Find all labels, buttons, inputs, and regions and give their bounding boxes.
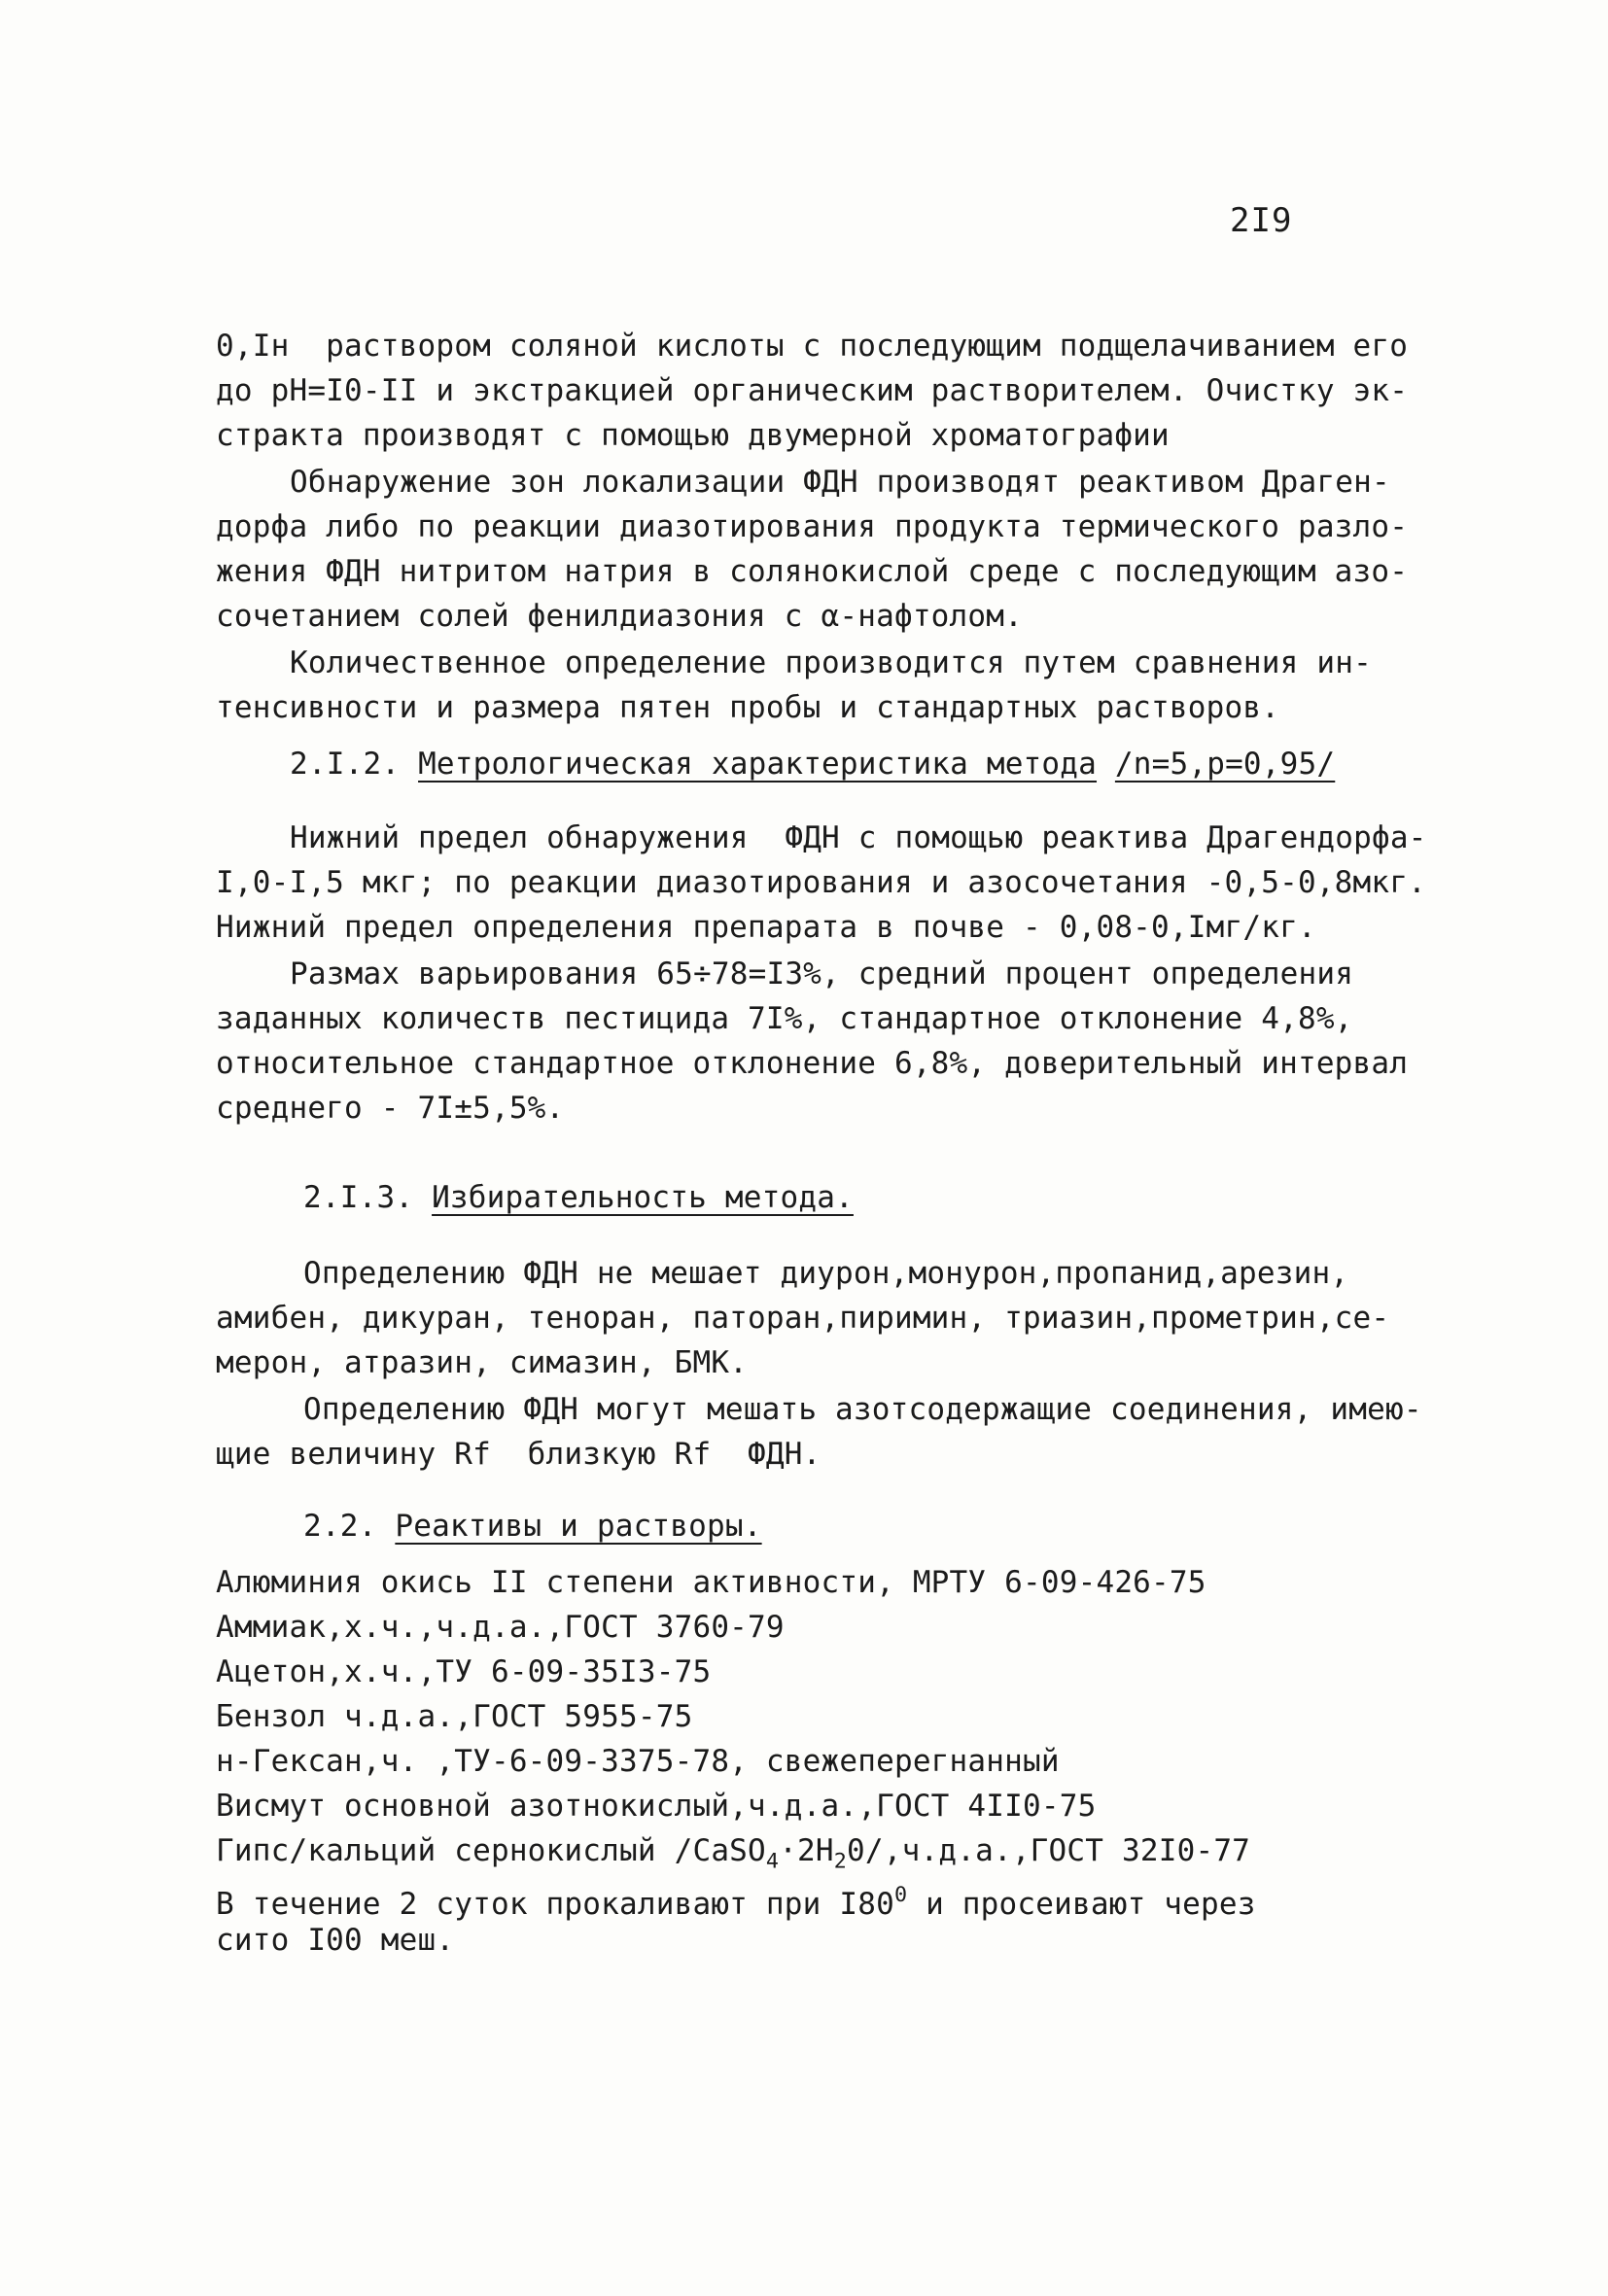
paragraph-line: Определению ФДН не мешает диурон,монурон,пропанид,арезин, [303,1256,1349,1291]
page-number: 2I9 [1230,201,1293,240]
gypsum-text: Гипс/кальций сернокислый /CaSO [216,1833,766,1868]
paragraph-line: сочетанием солей фенилдиазония с α-нафтолом. [216,599,1023,634]
paragraph-line: до pH=I0-II и экстракцией органическим растворителем. Очистку эк- [216,373,1409,408]
paragraph-line: Нижний предел определения препарата в почве - 0,08-0,Iмг/кг. [216,910,1316,945]
reagent-item: Ацетон,х.ч.,ТУ 6-09-35I3-75 [216,1654,712,1689]
paragraph-line: Нижний предел обнаружения ФДН с помощью реактива Драгендорфа- [290,820,1427,855]
paragraph-line: стракта производят с помощью двумерной хроматографии [216,418,1170,453]
section-heading-2-1-2 [290,743,1335,785]
paragraph-line: заданных количеств пестицида 7I%, стандартное отклонение 4,8%, [216,1001,1353,1036]
section-title: Избирательность метода. [432,1180,854,1215]
reagent-item: Алюминия окись II степени активности, МРТУ 6-09-426-75 [216,1565,1206,1600]
subscript: 4 [765,1849,780,1874]
calcination-text: В течение 2 суток прокаливают при I80 [216,1887,894,1923]
section-number: 2.I.3. [303,1180,414,1215]
reagent-item: Аммиак,х.ч.,ч.д.а.,ГОСТ 3760-79 [216,1610,785,1645]
paragraph-line: Количественное определение производится путем сравнения ин- [290,645,1372,680]
gypsum-text: 0/,ч.д.а.,ГОСТ 32I0-77 [847,1833,1251,1868]
paragraph-line: амибен, дикуран, теноран, паторан,пиримин, триазин,прометрин,се- [216,1301,1390,1336]
reagent-item: Бензол ч.д.а.,ГОСТ 5955-75 [216,1699,693,1734]
reagent-item: Висмут основной азотнокислый,ч.д.а.,ГОСТ 4II0-75 [216,1789,1097,1824]
gypsum-text: ·2H [779,1833,834,1868]
section-heading-2-1-3 [303,1176,854,1219]
calcination-text: и просеивают через [907,1887,1256,1923]
paragraph-line: относительное стандартное отклонение 6,8%, доверительный интервал [216,1046,1409,1081]
calcination-line: сито I00 меш. [216,1923,455,1958]
paragraph-line: Обнаружение зон локализации ФДН производят реактивом Драген- [290,465,1390,500]
paragraph-line: дорфа либо по реакции диазотирования продукта термического разло- [216,509,1409,544]
paragraph-line: Определению ФДН могут мешать азотсодержащие соединения, имею- [303,1392,1422,1427]
section-number: 2.I.2. [290,747,401,782]
paragraph-line: тенсивности и размера пятен пробы и стандартных растворов. [216,690,1280,725]
paragraph-line: среднего - 7I±5,5%. [216,1091,565,1126]
section-title: Реактивы и растворы. [395,1509,762,1544]
paragraph-line: 0,Iн раствором соляной кислоты с последующим подщелачиванием его [216,329,1409,364]
subscript: 2 [833,1849,848,1874]
paragraph-line: жения ФДН нитритом натрия в солянокислой среде с последующим азо- [216,554,1409,589]
reagent-item: н-Гексан,ч. ,ТУ-6-09-3375-78, свежеперегнанный [216,1744,1060,1779]
section-title: Метрологическая характеристика метода [418,747,1098,782]
paragraph-line: щие величину Rf близкую Rf ФДН. [216,1437,821,1472]
degree-superscript: 0 [893,1883,908,1907]
paragraph-line: мерон, атразин, симазин, БМК. [216,1345,749,1380]
section-number: 2.2. [303,1509,377,1544]
section-params: /n=5,p=0,95/ [1114,747,1336,782]
paragraph-line: I,0-I,5 мкг; по реакции диазотирования и азосочетания -0,5-0,8мкг. [216,865,1426,900]
paragraph-line: Размах варьирования 65÷78=I3%, средний процент определения [290,957,1354,991]
section-heading-2-2 [303,1505,762,1548]
